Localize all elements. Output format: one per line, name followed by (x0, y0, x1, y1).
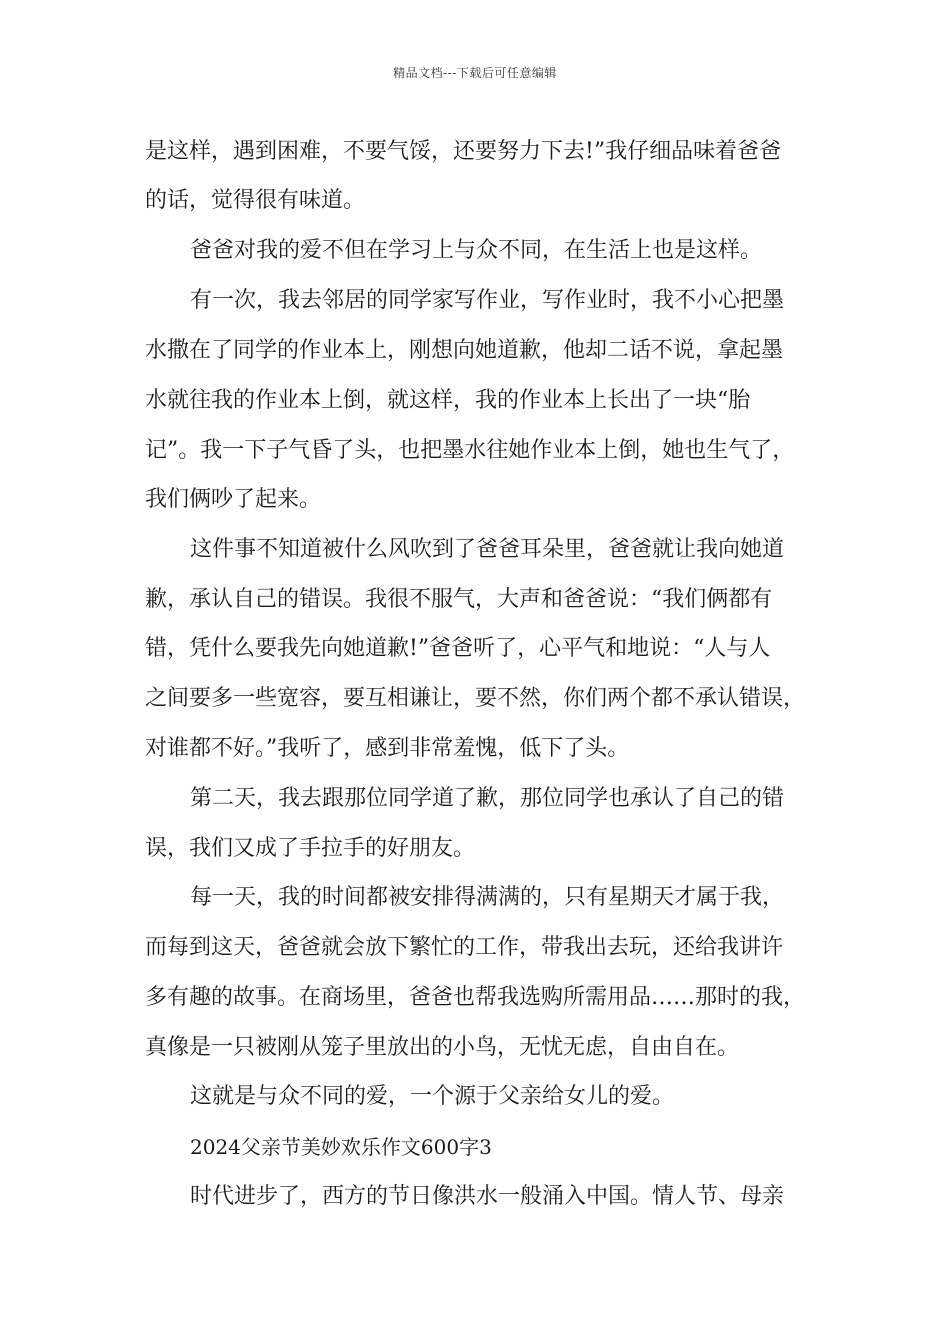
text-line: 是这样，遇到困难，不要气馁，还要努力下去!”我仔细品味着爸爸 (145, 139, 782, 164)
text-line: 水就往我的作业本上倒，就这样，我的作业本上长出了一块“胎 (145, 388, 751, 413)
text-line: 而每到这天，爸爸就会放下繁忙的工作，带我出去玩，还给我讲许 (145, 935, 784, 960)
text-line: 这就是与众不同的爱，一个源于父亲给女儿的爱。 (190, 1084, 675, 1109)
text-line: 我们俩吵了起来。 (145, 487, 322, 512)
text-line: 的话，觉得很有味道。 (145, 188, 366, 213)
text-line: 有一次，我去邻居的同学家写作业，写作业时，我不小心把墨 (190, 288, 785, 313)
text-line: 之间要多一些宽容，要互相谦让，要不然，你们两个都不承认错误， (145, 686, 806, 711)
text-line: 每一天，我的时间都被安排得满满的，只有星期天才属于我， (190, 885, 785, 910)
text-line: 对谁都不好。”我听了，感到非常羞愧，低下了头。 (145, 736, 630, 761)
text-line: 多有趣的故事。在商场里，爸爸也帮我选购所需用品……那时的我， (145, 985, 806, 1010)
text-line: 爸爸对我的爱不但在学习上与众不同，在生活上也是这样。 (190, 238, 763, 263)
text-line: 真像是一只被刚从笼子里放出的小鸟，无忧无虑，自由自在。 (145, 1035, 740, 1060)
text-line: 第二天，我去跟那位同学道了歉，那位同学也承认了自己的错 (190, 786, 785, 811)
text-line: 歉，承认自己的错误。我很不服气，大声和爸爸说：“我们俩都有 (145, 587, 773, 612)
text-line: 时代进步了，西方的节日像洪水一般涌入中国。情人节、母亲 (190, 1184, 785, 1209)
text-line: 水撒在了同学的作业本上，刚想向她道歉，他却二话不说，拿起墨 (145, 338, 784, 363)
text-line: 误，我们又成了手拉手的好朋友。 (145, 836, 476, 861)
text-line: 这件事不知道被什么风吹到了爸爸耳朵里，爸爸就让我向她道 (190, 537, 785, 562)
section-heading: 2024父亲节美妙欢乐作文600字3 (190, 1135, 492, 1159)
page-header: 精品文档---下载后可任意编辑 (393, 66, 557, 80)
text-line: 错，凭什么要我先向她道歉!”爸爸听了，心平气和地说：“人与人 (145, 636, 771, 661)
text-line: 记”。我一下子气昏了头，也把墨水往她作业本上倒，她也生气了， (145, 438, 795, 463)
